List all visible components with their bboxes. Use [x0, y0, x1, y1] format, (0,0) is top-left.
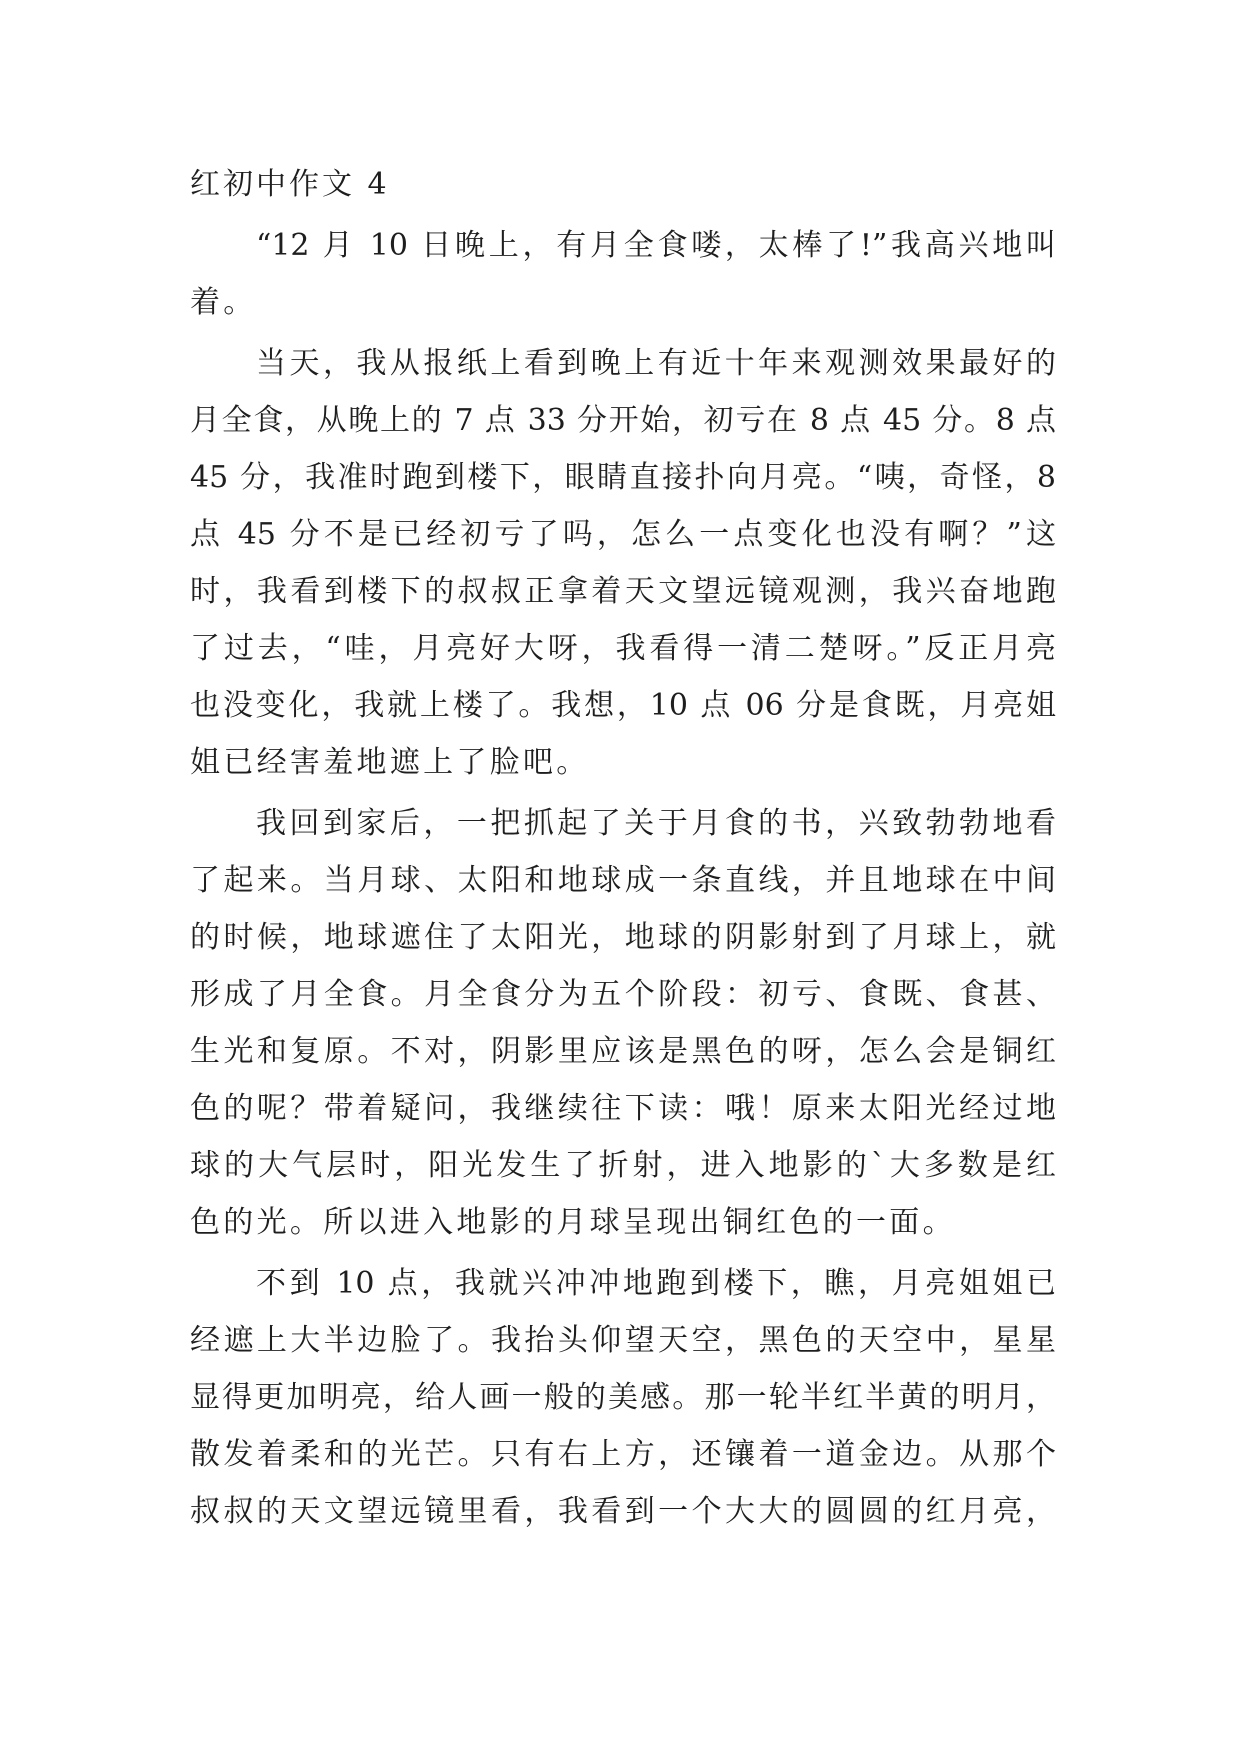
text-line: 着。	[190, 285, 257, 320]
paragraph	[190, 217, 1056, 331]
text-line: 时，我看到楼下的叔叔正拿着天文望远镜观测，我兴奋地跑	[190, 574, 1056, 609]
text-line: 色的呢？带着疑问，我继续往下读：哦！原来太阳光经过地	[190, 1091, 1056, 1126]
paragraph	[190, 1255, 1056, 1540]
text-line: 点 45 分不是已经初亏了吗，怎么一点变化也没有啊？”这	[190, 517, 1056, 552]
text-line: 月全食，从晚上的 7 点 33 分开始，初亏在 8 点 45 分。8 点	[190, 403, 1056, 438]
text-line: 45 分，我准时跑到楼下，眼睛直接扑向月亮。“咦，奇怪，8	[190, 460, 1056, 495]
text-line: 了过去，“哇，月亮好大呀，我看得一清二楚呀。”反正月亮	[190, 631, 1056, 666]
text-line: 当天，我从报纸上看到晚上有近十年来观测效果最好的	[256, 346, 1056, 381]
text-line: 散发着柔和的光芒。只有右上方，还镶着一道金边。从那个	[190, 1437, 1056, 1472]
text-line: 经遮上大半边脸了。我抬头仰望天空，黑色的天空中，星星	[190, 1323, 1056, 1358]
essay-title: 红初中作文 4	[190, 167, 390, 202]
text-line: 不到 10 点，我就兴冲冲地跑到楼下，瞧，月亮姐姐已	[256, 1266, 1056, 1301]
paragraph	[190, 795, 1056, 1251]
paragraph	[190, 335, 1056, 791]
essay-body	[190, 156, 1056, 1540]
text-line: 形成了月全食。月全食分为五个阶段：初亏、食既、食甚、	[190, 977, 1056, 1012]
text-line: “12 月 10 日晚上，有月全食喽，太棒了!”我高兴地叫	[256, 228, 1056, 263]
text-line: 生光和复原。不对，阴影里应该是黑色的呀，怎么会是铜红	[190, 1034, 1056, 1069]
text-line: 显得更加明亮，给人画一般的美感。那一轮半红半黄的明月，	[190, 1380, 1056, 1415]
text-line: 也没变化，我就上楼了。我想，10 点 06 分是食既，月亮姐	[190, 688, 1056, 723]
text-line: 色的光。所以进入地影的月球呈现出铜红色的一面。	[190, 1205, 956, 1240]
text-line: 的时候，地球遮住了太阳光，地球的阴影射到了月球上，就	[190, 920, 1056, 955]
text-line: 球的大气层时，阳光发生了折射，进入地影的`大多数是红	[190, 1148, 1056, 1183]
text-line: 叔叔的天文望远镜里看，我看到一个大大的圆圆的红月亮，	[190, 1494, 1056, 1529]
text-line: 姐已经害羞地遮上了脸吧。	[190, 745, 590, 780]
text-line: 我回到家后，一把抓起了关于月食的书，兴致勃勃地看	[256, 806, 1056, 841]
text-line: 了起来。当月球、太阳和地球成一条直线，并且地球在中间	[190, 863, 1056, 898]
